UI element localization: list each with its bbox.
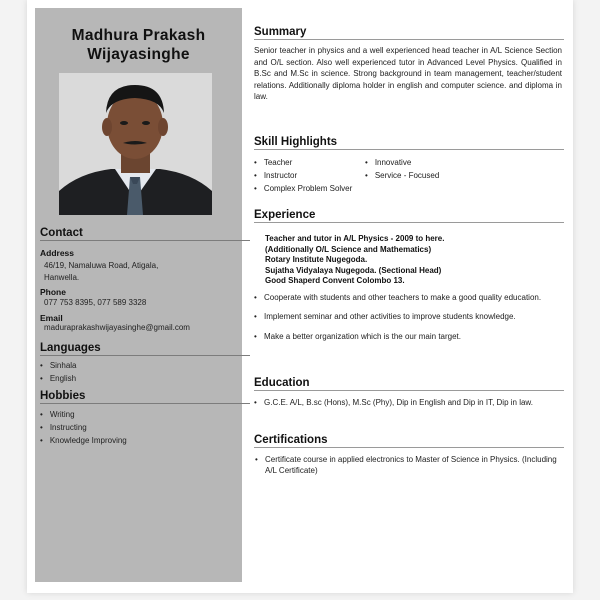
candidate-name-line2: Wijayasinghe bbox=[87, 46, 190, 63]
candidate-name-line1: Madhura Prakash bbox=[71, 27, 206, 44]
experience-line: Sujatha Vidyalaya Nugegoda. (Sectional Head) bbox=[265, 265, 442, 275]
skill-item: • Innovative bbox=[365, 156, 476, 169]
skill-item: • Teacher bbox=[254, 156, 365, 169]
address-line2: Hanwella. bbox=[44, 273, 80, 282]
list-item: • Certificate course in applied electronics to Master of Science in Physics. (Including A/L Certificate) bbox=[255, 455, 567, 476]
experience-line: Good Shaperd Convent Colombo 13. bbox=[265, 276, 405, 285]
list-item: • G.C.E. A/L, B.sc (Hons), M.Sc (Phy), Dip in English and Dip in IT, Dip in law. bbox=[254, 398, 566, 409]
languages-list bbox=[40, 359, 77, 385]
skill-item: • Service - Focused bbox=[365, 169, 476, 182]
experience-positions bbox=[265, 234, 565, 287]
list-item: • Sinhala bbox=[40, 359, 77, 372]
list-item: • Writing bbox=[40, 408, 127, 421]
profile-photo bbox=[59, 73, 212, 215]
summary-text: Senior teacher in physics and a well experienced head teacher in A/L Science Section and O/L section. Also well experienced tutor in Advanced Level Physics. Qualified in B.Sc and M.Sc in science. Strong background in team management, teacher/student relations. Additionally diploma holder in english and computer science. and diploma in law. bbox=[254, 46, 562, 101]
summary-heading: Summary bbox=[254, 26, 564, 40]
skill-item: • Complex Problem Solver bbox=[254, 182, 454, 195]
address-line1: 46/19, Namaluwa Road, Atigala, bbox=[44, 261, 159, 270]
skills-heading: Skill Highlights bbox=[254, 136, 564, 150]
education-heading: Education bbox=[254, 377, 564, 391]
hobbies-list bbox=[40, 408, 127, 447]
address-value bbox=[44, 260, 158, 284]
address-label: Address bbox=[40, 248, 75, 258]
list-item: • English bbox=[40, 372, 77, 385]
certifications-bullets bbox=[255, 455, 567, 476]
candidate-name bbox=[35, 26, 242, 64]
email-label: Email bbox=[40, 313, 63, 323]
phone-label: Phone bbox=[40, 287, 66, 297]
list-item: • Implement seminar and other activities to improve students knowledge. bbox=[254, 312, 566, 323]
skills-list bbox=[254, 156, 476, 195]
list-item: • Make a better organization which is the our main target. bbox=[254, 332, 566, 343]
experience-line: (Additionally O/L Science and Mathematics) bbox=[265, 244, 432, 254]
certifications-heading: Certifications bbox=[254, 434, 564, 448]
languages-heading: Languages bbox=[40, 342, 250, 356]
list-item: • Cooperate with students and other teachers to make a good quality education. bbox=[254, 293, 566, 304]
resume-sidebar bbox=[35, 8, 242, 582]
list-item: • Knowledge Improving bbox=[40, 434, 127, 447]
hobbies-heading: Hobbies bbox=[40, 390, 250, 404]
contact-heading: Contact bbox=[40, 227, 250, 241]
phone-value: 077 753 8395, 077 589 3328 bbox=[44, 298, 147, 307]
skill-item: • Instructor bbox=[254, 169, 365, 182]
experience-line: Rotary Institute Nugegoda. bbox=[265, 255, 368, 264]
list-item: • Instructing bbox=[40, 421, 127, 434]
experience-heading: Experience bbox=[254, 209, 564, 223]
education-bullets bbox=[254, 398, 566, 409]
experience-line: Teacher and tutor in A/L Physics - 2009 to here. bbox=[265, 234, 445, 243]
email-value: maduraprakashwijayasinghe@gmail.com bbox=[44, 323, 190, 332]
experience-bullets bbox=[254, 293, 566, 343]
